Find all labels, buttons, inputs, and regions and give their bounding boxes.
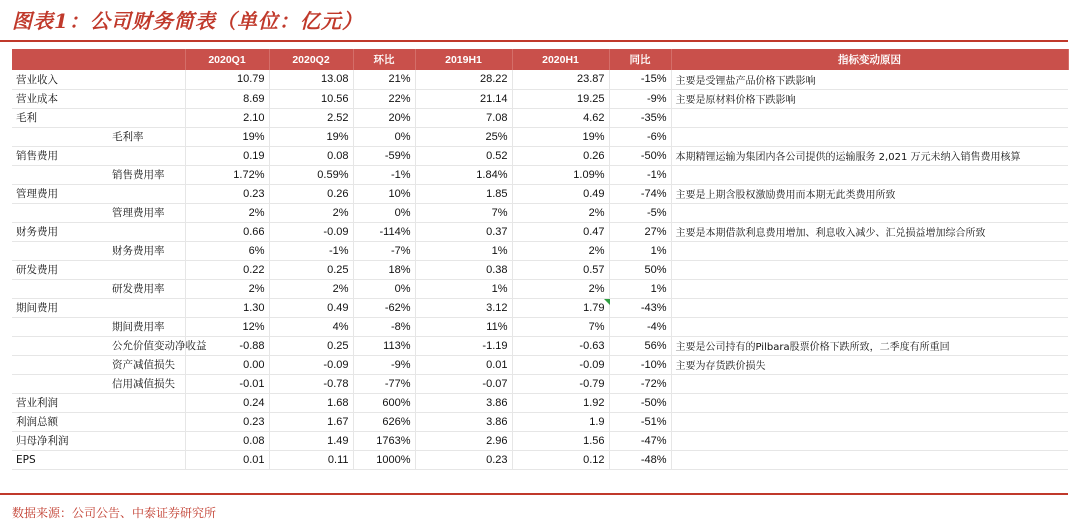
value-cell: -0.63 [512, 336, 609, 355]
value-cell: -1.19 [415, 336, 512, 355]
reason-cell: 主要是上期含股权激励费用而本期无此类费用所致 [671, 184, 1068, 203]
value-cell: -77% [353, 374, 415, 393]
value-cell: -0.79 [512, 374, 609, 393]
value-cell: 7.08 [415, 108, 512, 127]
reason-cell [671, 431, 1068, 450]
value-cell: 7% [512, 317, 609, 336]
table-row [12, 165, 1068, 184]
reason-cell: 主要是本期借款利息费用增加、利息收入减少、汇兑损益增加综合所致 [671, 222, 1068, 241]
value-cell: 21% [353, 70, 415, 89]
value-cell: 0.25 [269, 336, 353, 355]
value-cell: 1.72% [185, 165, 269, 184]
figure-title: 图表1：公司财务简表（单位：亿元） [12, 9, 363, 33]
source-note: 数据来源：公司公告、中泰证券研究所 [12, 506, 217, 520]
value-cell: 0.23 [415, 450, 512, 469]
table-row [12, 431, 1068, 450]
row-label: 管理费用 [12, 184, 185, 203]
value-cell: 0.12 [512, 450, 609, 469]
value-cell: 0.23 [185, 412, 269, 431]
value-cell: 2.10 [185, 108, 269, 127]
row-label: 毛利率 [12, 127, 185, 146]
value-cell: 1.56 [512, 431, 609, 450]
value-cell: 1763% [353, 431, 415, 450]
value-cell: 1% [415, 279, 512, 298]
value-cell: -1% [269, 241, 353, 260]
reason-cell [671, 298, 1068, 317]
value-cell: 50% [609, 260, 671, 279]
reason-cell [671, 165, 1068, 184]
value-cell: 0.37 [415, 222, 512, 241]
header-cell: 2020Q2 [269, 49, 353, 70]
table-row [12, 450, 1068, 469]
table-row [12, 298, 1068, 317]
value-cell: 0% [353, 279, 415, 298]
value-cell: 0.47 [512, 222, 609, 241]
table-row [12, 260, 1068, 279]
title-divider [0, 40, 1068, 42]
table-row [12, 203, 1068, 222]
value-cell: 626% [353, 412, 415, 431]
value-cell: 0.23 [185, 184, 269, 203]
value-cell: 1.67 [269, 412, 353, 431]
value-cell: -1% [353, 165, 415, 184]
value-cell: 0.24 [185, 393, 269, 412]
reason-cell [671, 412, 1068, 431]
reason-cell: 主要是公司持有的Pilbara股票价格下跌所致，二季度有所重回 [671, 336, 1068, 355]
value-cell: 3.86 [415, 412, 512, 431]
value-cell: 0.01 [185, 450, 269, 469]
value-cell: -0.88 [185, 336, 269, 355]
row-label: 财务费用 [12, 222, 185, 241]
value-cell: 1.84% [415, 165, 512, 184]
value-cell: 1.30 [185, 298, 269, 317]
header-cell: 2019H1 [415, 49, 512, 70]
row-label: 资产减值损失 [12, 355, 185, 374]
value-cell: 0.08 [269, 146, 353, 165]
reason-cell [671, 393, 1068, 412]
reason-cell [671, 127, 1068, 146]
value-cell: 1.85 [415, 184, 512, 203]
value-cell: -0.01 [185, 374, 269, 393]
value-cell: 0.19 [185, 146, 269, 165]
value-cell: 0.01 [415, 355, 512, 374]
row-label: 归母净利润 [12, 431, 185, 450]
value-cell: 27% [609, 222, 671, 241]
row-label: 信用减值损失 [12, 374, 185, 393]
header-cell: 2020Q1 [185, 49, 269, 70]
value-cell: 0.26 [512, 146, 609, 165]
value-cell: -0.07 [415, 374, 512, 393]
value-cell: 1.92 [512, 393, 609, 412]
value-cell: -15% [609, 70, 671, 89]
table-row [12, 146, 1068, 165]
value-cell: -10% [609, 355, 671, 374]
row-label: 财务费用率 [12, 241, 185, 260]
value-cell: 1.09% [512, 165, 609, 184]
reason-cell [671, 241, 1068, 260]
value-cell: 0.00 [185, 355, 269, 374]
value-cell: -74% [609, 184, 671, 203]
header-cell: 指标变动原因 [671, 49, 1068, 70]
row-label: 毛利 [12, 108, 185, 127]
table-row [12, 127, 1068, 146]
reason-cell: 主要为存货跌价损失 [671, 355, 1068, 374]
value-cell: 6% [185, 241, 269, 260]
value-cell: -8% [353, 317, 415, 336]
value-cell: 22% [353, 89, 415, 108]
value-cell: 1.68 [269, 393, 353, 412]
value-cell: -59% [353, 146, 415, 165]
value-cell: 3.12 [415, 298, 512, 317]
value-cell: -6% [609, 127, 671, 146]
value-cell: -48% [609, 450, 671, 469]
value-cell: 0.11 [269, 450, 353, 469]
value-cell: 0.52 [415, 146, 512, 165]
value-cell: 4.62 [512, 108, 609, 127]
reason-cell [671, 374, 1068, 393]
table-row [12, 374, 1068, 393]
value-cell: 0% [353, 203, 415, 222]
value-cell: 1% [609, 279, 671, 298]
value-cell: 2% [185, 203, 269, 222]
value-cell: 20% [353, 108, 415, 127]
reason-cell [671, 108, 1068, 127]
header-cell: 环比 [353, 49, 415, 70]
value-cell: 2% [512, 241, 609, 260]
value-cell: 10% [353, 184, 415, 203]
table-row [12, 336, 1068, 355]
table-row [12, 317, 1068, 336]
financial-summary-table [12, 49, 1069, 470]
value-cell: -9% [609, 89, 671, 108]
row-label: 期间费用 [12, 298, 185, 317]
table-row [12, 412, 1068, 431]
reason-cell [671, 203, 1068, 222]
value-cell: 7% [415, 203, 512, 222]
row-label: 管理费用率 [12, 203, 185, 222]
table-row [12, 241, 1068, 260]
value-cell: -35% [609, 108, 671, 127]
value-cell: -0.78 [269, 374, 353, 393]
table-row [12, 70, 1068, 89]
table-row [12, 222, 1068, 241]
value-cell: 0.25 [269, 260, 353, 279]
value-cell: -0.09 [269, 355, 353, 374]
table-body [12, 70, 1068, 469]
value-cell: -0.09 [512, 355, 609, 374]
value-cell: -7% [353, 241, 415, 260]
value-cell: -50% [609, 393, 671, 412]
reason-cell [671, 260, 1068, 279]
value-cell: 13.08 [269, 70, 353, 89]
value-cell: 2% [512, 279, 609, 298]
reason-cell: 主要是受锂盐产品价格下跌影响 [671, 70, 1068, 89]
value-cell: 28.22 [415, 70, 512, 89]
value-cell: -43% [609, 298, 671, 317]
header-cell [12, 49, 185, 70]
value-cell: 0.38 [415, 260, 512, 279]
value-cell: 8.69 [185, 89, 269, 108]
value-cell: 1.49 [269, 431, 353, 450]
row-label: 营业成本 [12, 89, 185, 108]
value-cell: 0.59% [269, 165, 353, 184]
row-label: 公允价值变动净收益 [12, 336, 185, 355]
value-cell: 0% [353, 127, 415, 146]
reason-cell: 本期精锂运输为集团内各公司提供的运输服务 2,021 万元未纳入销售费用核算 [671, 146, 1068, 165]
row-label: 期间费用率 [12, 317, 185, 336]
financial-table-container [12, 49, 1068, 470]
value-cell: 4% [269, 317, 353, 336]
table-row [12, 89, 1068, 108]
value-cell: 3.86 [415, 393, 512, 412]
value-cell: -1% [609, 165, 671, 184]
value-cell: 11% [415, 317, 512, 336]
value-cell: 19.25 [512, 89, 609, 108]
reason-cell: 主要是原材料价格下跌影响 [671, 89, 1068, 108]
reason-cell [671, 317, 1068, 336]
table-row [12, 108, 1068, 127]
value-cell: 18% [353, 260, 415, 279]
value-cell: -4% [609, 317, 671, 336]
table-header-row [12, 49, 1068, 70]
row-label: 利润总额 [12, 412, 185, 431]
value-cell: 2% [185, 279, 269, 298]
value-cell: 1.79 [512, 298, 609, 317]
row-label: EPS [12, 450, 185, 469]
value-cell: 0.49 [269, 298, 353, 317]
table-row [12, 355, 1068, 374]
value-cell: -62% [353, 298, 415, 317]
value-cell: 10.56 [269, 89, 353, 108]
reason-cell [671, 450, 1068, 469]
value-cell: 0.57 [512, 260, 609, 279]
value-cell: -47% [609, 431, 671, 450]
value-cell: 10.79 [185, 70, 269, 89]
value-cell: 2.52 [269, 108, 353, 127]
value-cell: 0.08 [185, 431, 269, 450]
row-label: 销售费用 [12, 146, 185, 165]
value-cell: 1% [609, 241, 671, 260]
value-cell: 19% [185, 127, 269, 146]
reason-cell [671, 279, 1068, 298]
value-cell: 0.49 [512, 184, 609, 203]
value-cell: 12% [185, 317, 269, 336]
table-row [12, 393, 1068, 412]
row-label: 销售费用率 [12, 165, 185, 184]
value-cell: 21.14 [415, 89, 512, 108]
value-cell: 0.26 [269, 184, 353, 203]
row-label: 研发费用 [12, 260, 185, 279]
footer-divider [0, 493, 1068, 495]
table-row [12, 184, 1068, 203]
value-cell: 2% [512, 203, 609, 222]
value-cell: -50% [609, 146, 671, 165]
header-cell: 2020H1 [512, 49, 609, 70]
value-cell: 25% [415, 127, 512, 146]
value-cell: -9% [353, 355, 415, 374]
value-cell: 56% [609, 336, 671, 355]
value-cell: 600% [353, 393, 415, 412]
value-cell: 23.87 [512, 70, 609, 89]
value-cell: 2.96 [415, 431, 512, 450]
value-cell: -72% [609, 374, 671, 393]
value-cell: 0.22 [185, 260, 269, 279]
value-cell: -114% [353, 222, 415, 241]
value-cell: 2% [269, 203, 353, 222]
value-cell: 1000% [353, 450, 415, 469]
row-label: 营业收入 [12, 70, 185, 89]
value-cell: 19% [269, 127, 353, 146]
row-label: 营业利润 [12, 393, 185, 412]
value-cell: -51% [609, 412, 671, 431]
value-cell: 1.9 [512, 412, 609, 431]
table-row [12, 279, 1068, 298]
value-cell: 113% [353, 336, 415, 355]
header-cell: 同比 [609, 49, 671, 70]
value-cell: 19% [512, 127, 609, 146]
value-cell: 0.66 [185, 222, 269, 241]
row-label: 研发费用率 [12, 279, 185, 298]
value-cell: 1% [415, 241, 512, 260]
value-cell: -5% [609, 203, 671, 222]
value-cell: -0.09 [269, 222, 353, 241]
value-cell: 2% [269, 279, 353, 298]
